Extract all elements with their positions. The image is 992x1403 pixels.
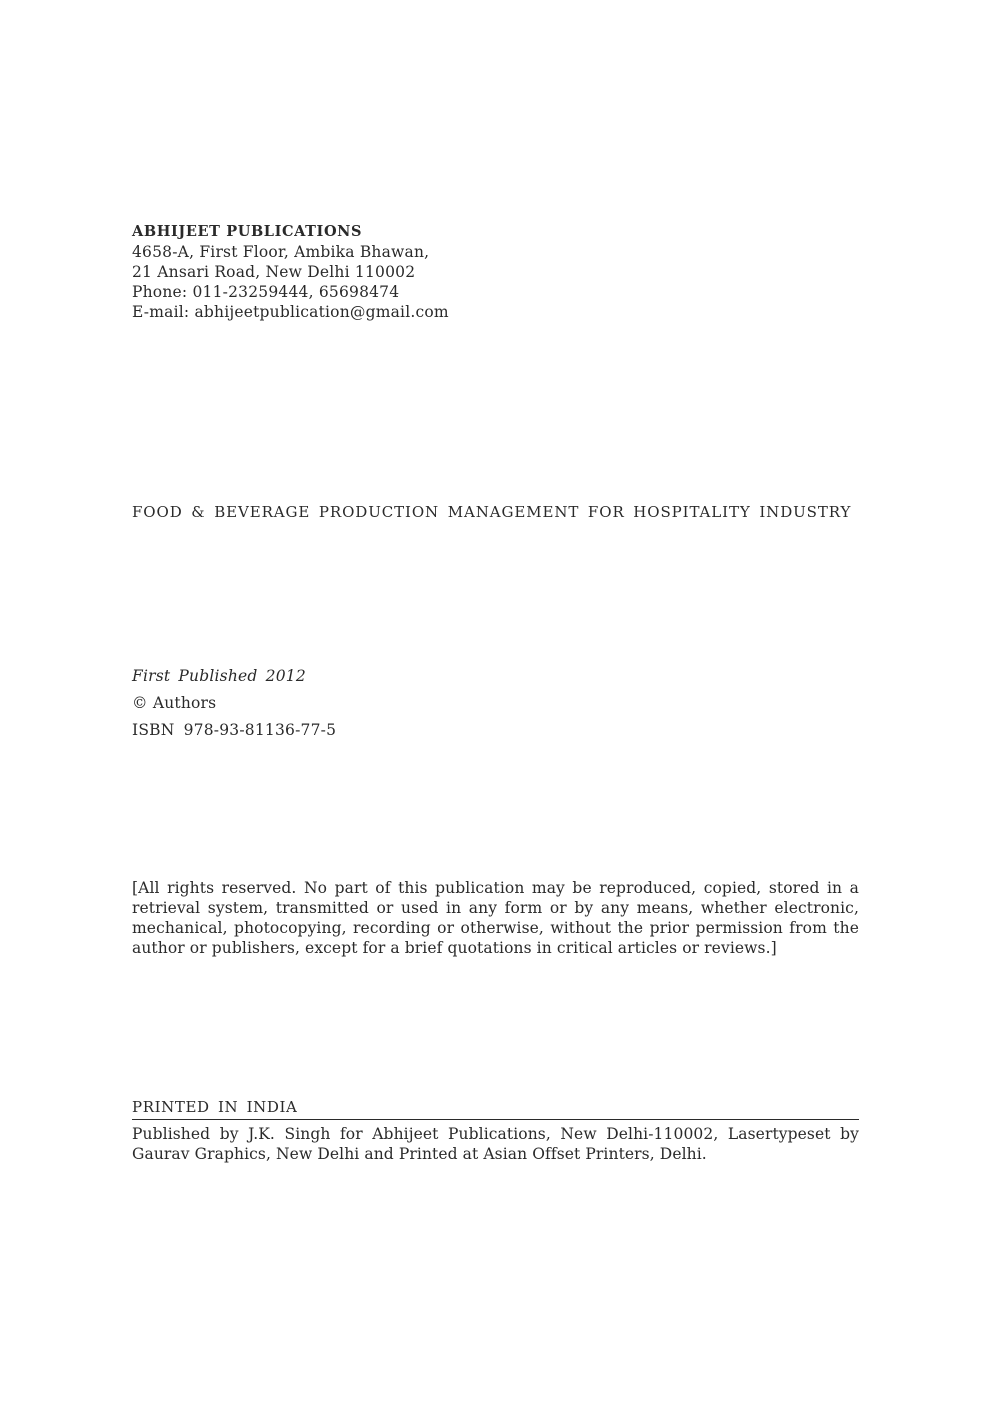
divider-rule	[132, 1119, 859, 1120]
printed-in-india: PRINTED IN INDIA	[132, 1098, 298, 1116]
publisher-block	[132, 222, 859, 322]
publisher-address-line-1: 4658-A, First Floor, Ambika Bhawan,	[132, 243, 430, 261]
publisher-phone: Phone: 011-23259444, 65698474	[132, 283, 400, 301]
copyright-line: © Authors	[132, 694, 217, 712]
rights-notice: [All rights reserved. No part of this publication may be reproduced, copied, stored in a retrieval system, transmitted or used in any form or by any means, whether electronic, mechanical, photocopying, recording or otherwise, without the prior permission from the author or publishers, except for a brief quotations in critical articles or reviews.]	[132, 879, 859, 957]
publisher-address-line-2: 21 Ansari Road, New Delhi 110002	[132, 263, 416, 281]
publisher-email: E-mail: abhijeetpublication@gmail.com	[132, 303, 449, 321]
publisher-name: ABHIJEET PUBLICATIONS	[132, 223, 363, 240]
book-title: FOOD & BEVERAGE PRODUCTION MANAGEMENT FOR HOSPITALITY INDUSTRY	[132, 503, 852, 521]
isbn: ISBN 978-93-81136-77-5	[132, 721, 337, 739]
edition-block	[132, 663, 859, 744]
first-published: First Published 2012	[132, 667, 306, 685]
imprint-line: Published by J.K. Singh for Abhijeet Publications, New Delhi-110002, Lasertypeset by Gaurav Graphics, New Delhi and Printed at Asian Offset Printers, Delhi.	[132, 1125, 859, 1163]
